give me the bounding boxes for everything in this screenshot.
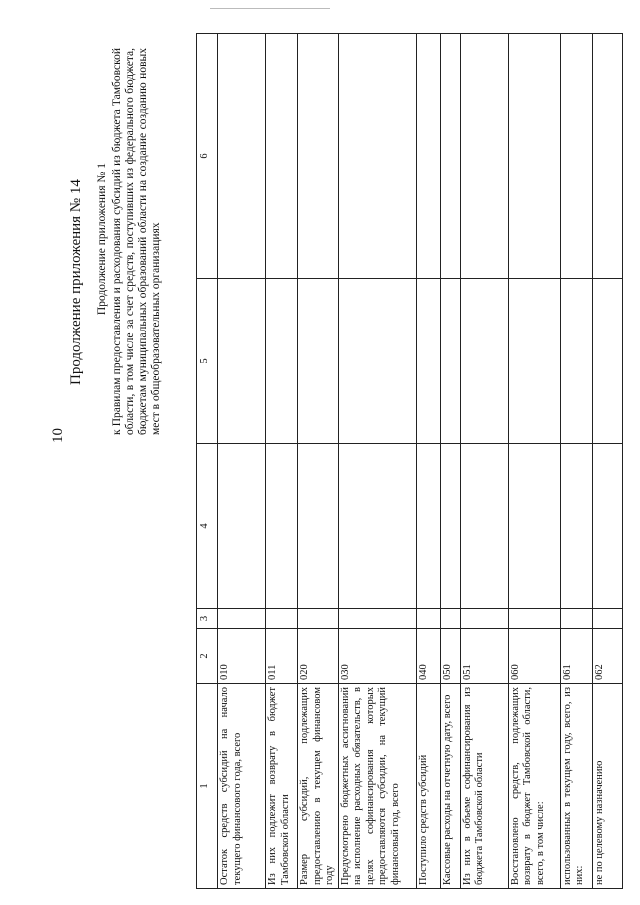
row-label: не по целевому назначению xyxy=(592,684,622,889)
table-cell xyxy=(460,34,508,279)
table-cell xyxy=(266,444,298,609)
column-header: 6 xyxy=(197,34,218,279)
table-row xyxy=(440,34,460,889)
table-cell xyxy=(298,444,339,609)
table-cell xyxy=(440,444,460,609)
table-cell xyxy=(560,34,592,279)
row-code: 040 xyxy=(416,629,440,684)
row-label: Восстановлено средств, подлежащих возврату в бюджет Тамбовской области, всего, в том числе: xyxy=(508,684,560,889)
row-label: Остаток средств субсидий на начало текущего финансового года, всего xyxy=(218,684,266,889)
row-code: 010 xyxy=(218,629,266,684)
table-cell xyxy=(460,279,508,444)
table-row xyxy=(592,34,622,889)
table-row xyxy=(508,34,560,889)
table-cell xyxy=(338,609,416,629)
row-code: 051 xyxy=(460,629,508,684)
appendix-header-line1: Продолжение приложения № 1 xyxy=(96,163,108,316)
table-cell xyxy=(298,279,339,444)
table-cell xyxy=(298,609,339,629)
table-row xyxy=(218,34,266,889)
table-row xyxy=(460,34,508,889)
table-cell xyxy=(440,279,460,444)
row-code: 030 xyxy=(338,629,416,684)
table-cell xyxy=(218,34,266,279)
table-cell xyxy=(266,34,298,279)
row-label: использованных в текущем году, всего, из них: xyxy=(560,684,592,889)
table-cell xyxy=(266,609,298,629)
table-cell xyxy=(508,34,560,279)
appendix-header-text: к Правилам предоставления и расходования субсидий из бюджета Тамбовской области, в том числе за счет средств, поступивших из федерального бюджета, бюджетам муниципальных образований области на создание созданию новых мест в общеобразовательных организациях xyxy=(111,48,162,435)
table-cell xyxy=(416,279,440,444)
table-row xyxy=(298,34,339,889)
table-cell xyxy=(440,609,460,629)
table-cell xyxy=(592,34,622,279)
table-cell xyxy=(218,609,266,629)
table-cell xyxy=(508,279,560,444)
column-header: 4 xyxy=(197,444,218,609)
report-table xyxy=(196,33,623,889)
row-label: Из них подлежит возврату в бюджет Тамбовской области xyxy=(266,684,298,889)
row-code: 062 xyxy=(592,629,622,684)
table-cell xyxy=(338,444,416,609)
column-header: 2 xyxy=(197,629,218,684)
table-cell xyxy=(460,609,508,629)
row-label: Кассовые расходы на отчетную дату, всего xyxy=(440,684,460,889)
row-code: 050 xyxy=(440,629,460,684)
column-header: 5 xyxy=(197,279,218,444)
table-cell xyxy=(416,444,440,609)
table-cell xyxy=(416,34,440,279)
table-cell xyxy=(338,34,416,279)
table-cell xyxy=(416,609,440,629)
table-cell xyxy=(508,609,560,629)
table-cell xyxy=(298,34,339,279)
table-cell xyxy=(592,279,622,444)
column-header: 1 xyxy=(197,684,218,889)
appendix-header xyxy=(96,48,163,435)
table-cell xyxy=(460,444,508,609)
continuation-title: Продолжение приложения № 14 xyxy=(68,179,84,385)
table-cell xyxy=(266,279,298,444)
row-label: Размер субсидий, подлежащих предоставлению в текущем финансовом году xyxy=(298,684,339,889)
table-cell xyxy=(560,279,592,444)
row-code: 011 xyxy=(266,629,298,684)
table-cell xyxy=(338,279,416,444)
table-row xyxy=(560,34,592,889)
row-code: 060 xyxy=(508,629,560,684)
row-label: Поступило средств субсидий xyxy=(416,684,440,889)
column-header: 3 xyxy=(197,609,218,629)
row-code: 020 xyxy=(298,629,339,684)
table-cell xyxy=(560,444,592,609)
table-cell xyxy=(218,279,266,444)
table-header-row xyxy=(197,34,218,889)
table-cell xyxy=(560,609,592,629)
row-label: Предусмотрено бюджетных ассигнований на исполнение расходных обязательств, в целях софинансирования которых предоставляются субсидии, на текущий финансовый год, всего xyxy=(338,684,416,889)
table-row xyxy=(338,34,416,889)
table-cell xyxy=(592,609,622,629)
table-cell xyxy=(592,444,622,609)
table-cell xyxy=(508,444,560,609)
table-cell xyxy=(218,444,266,609)
row-label: Из них в объеме софинансирования из бюджета Тамбовской области xyxy=(460,684,508,889)
page-number: 10 xyxy=(50,428,66,443)
row-code: 061 xyxy=(560,629,592,684)
table-row xyxy=(266,34,298,889)
table-cell xyxy=(440,34,460,279)
table-row xyxy=(416,34,440,889)
